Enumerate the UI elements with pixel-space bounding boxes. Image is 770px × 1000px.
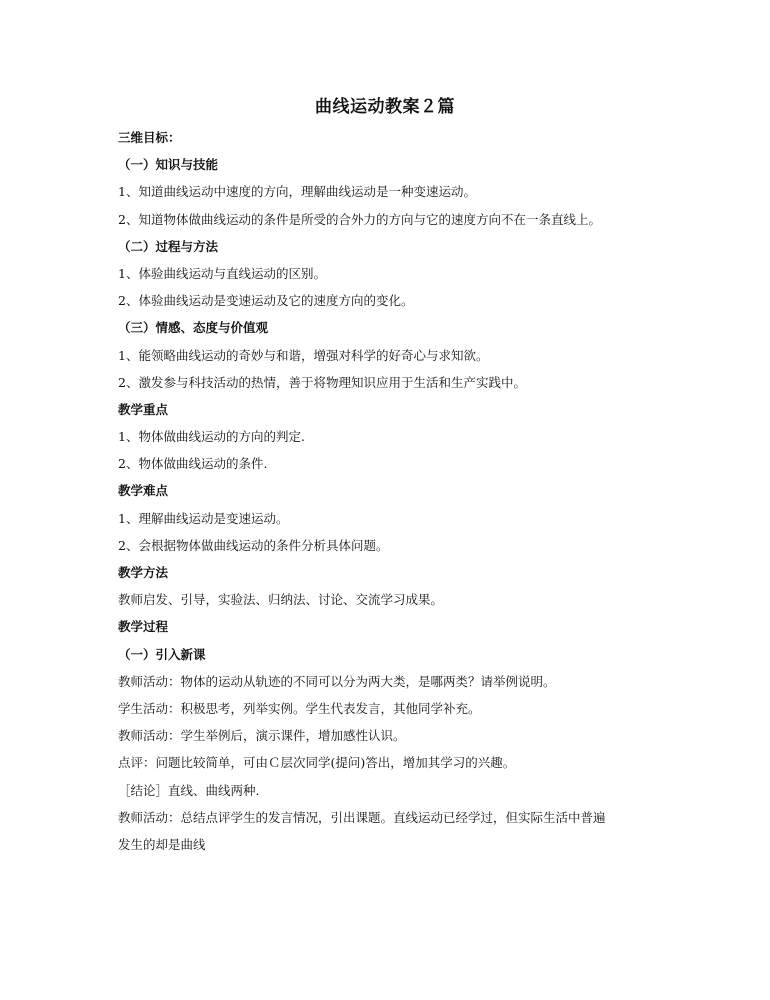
paragraph-line: 2、激发参与科技活动的热情，善于将物理知识应用于生活和生产实践中。 (118, 374, 526, 390)
section-heading: （一）引入新课 (118, 646, 206, 662)
paragraph-line: 1、体验曲线运动与直线运动的区别。 (118, 265, 326, 281)
paragraph-line: 1、知道曲线运动中速度的方向，理解曲线运动是一种变速运动。 (118, 184, 476, 200)
document-body (118, 124, 658, 858)
paragraph-line: 教师启发、引导，实验法、归纳法、讨论、交流学习成果。 (118, 592, 444, 608)
section-heading: 教学难点 (118, 483, 169, 499)
section-heading: 教学重点 (118, 401, 169, 417)
paragraph-line: 2、物体做曲线运动的条件. (118, 456, 268, 472)
paragraph-line: 发生的却是曲线 (118, 836, 206, 852)
paragraph-line: 1、理解曲线运动是变速运动。 (118, 510, 289, 526)
paragraph-line: 教师活动：物体的运动从轨迹的不同可以分为两大类，是哪两类？请举例说明。 (118, 673, 556, 689)
paragraph-line: 2、体验曲线运动是变速运动及它的速度方向的变化。 (118, 293, 414, 309)
paragraph-line: ［结论］直线、曲线两种. (118, 782, 260, 798)
section-heading: 教学过程 (118, 619, 169, 635)
paragraph-line: 学生活动：积极思考，列举实例。学生代表发言，其他同学补充。 (118, 700, 481, 716)
document-title: 曲线运动教案２篇 (315, 97, 455, 117)
paragraph-line: 点评：问题比较简单，可由Ｃ层次同学(提问)答出，增加其学习的兴趣。 (118, 755, 516, 771)
paragraph-line: 教师活动：学生举例后，演示课件，增加感性认识。 (118, 728, 406, 744)
section-heading: （一）知识与技能 (118, 157, 219, 173)
paragraph-line: 2、知道物体做曲线运动的条件是所受的合外力的方向与它的速度方向不在一条直线上。 (118, 211, 601, 227)
paragraph-line: 2、会根据物体做曲线运动的条件分析具体问题。 (118, 537, 389, 553)
section-heading: （二）过程与方法 (118, 238, 219, 254)
paragraph-line: 1、物体做曲线运动的方向的判定. (118, 429, 305, 445)
paragraph-line: 教师活动：总结点评学生的发言情况，引出课题。直线运动已经学过，但实际生活中普遍 (118, 809, 606, 825)
paragraph-line: 1、能领略曲线运动的奇妙与和谐，增强对科学的好奇心与求知欲。 (118, 347, 489, 363)
section-heading: （三）情感、态度与价值观 (118, 320, 269, 336)
section-heading: 教学方法 (118, 565, 169, 580)
section-heading: 三维目标： (118, 130, 181, 145)
